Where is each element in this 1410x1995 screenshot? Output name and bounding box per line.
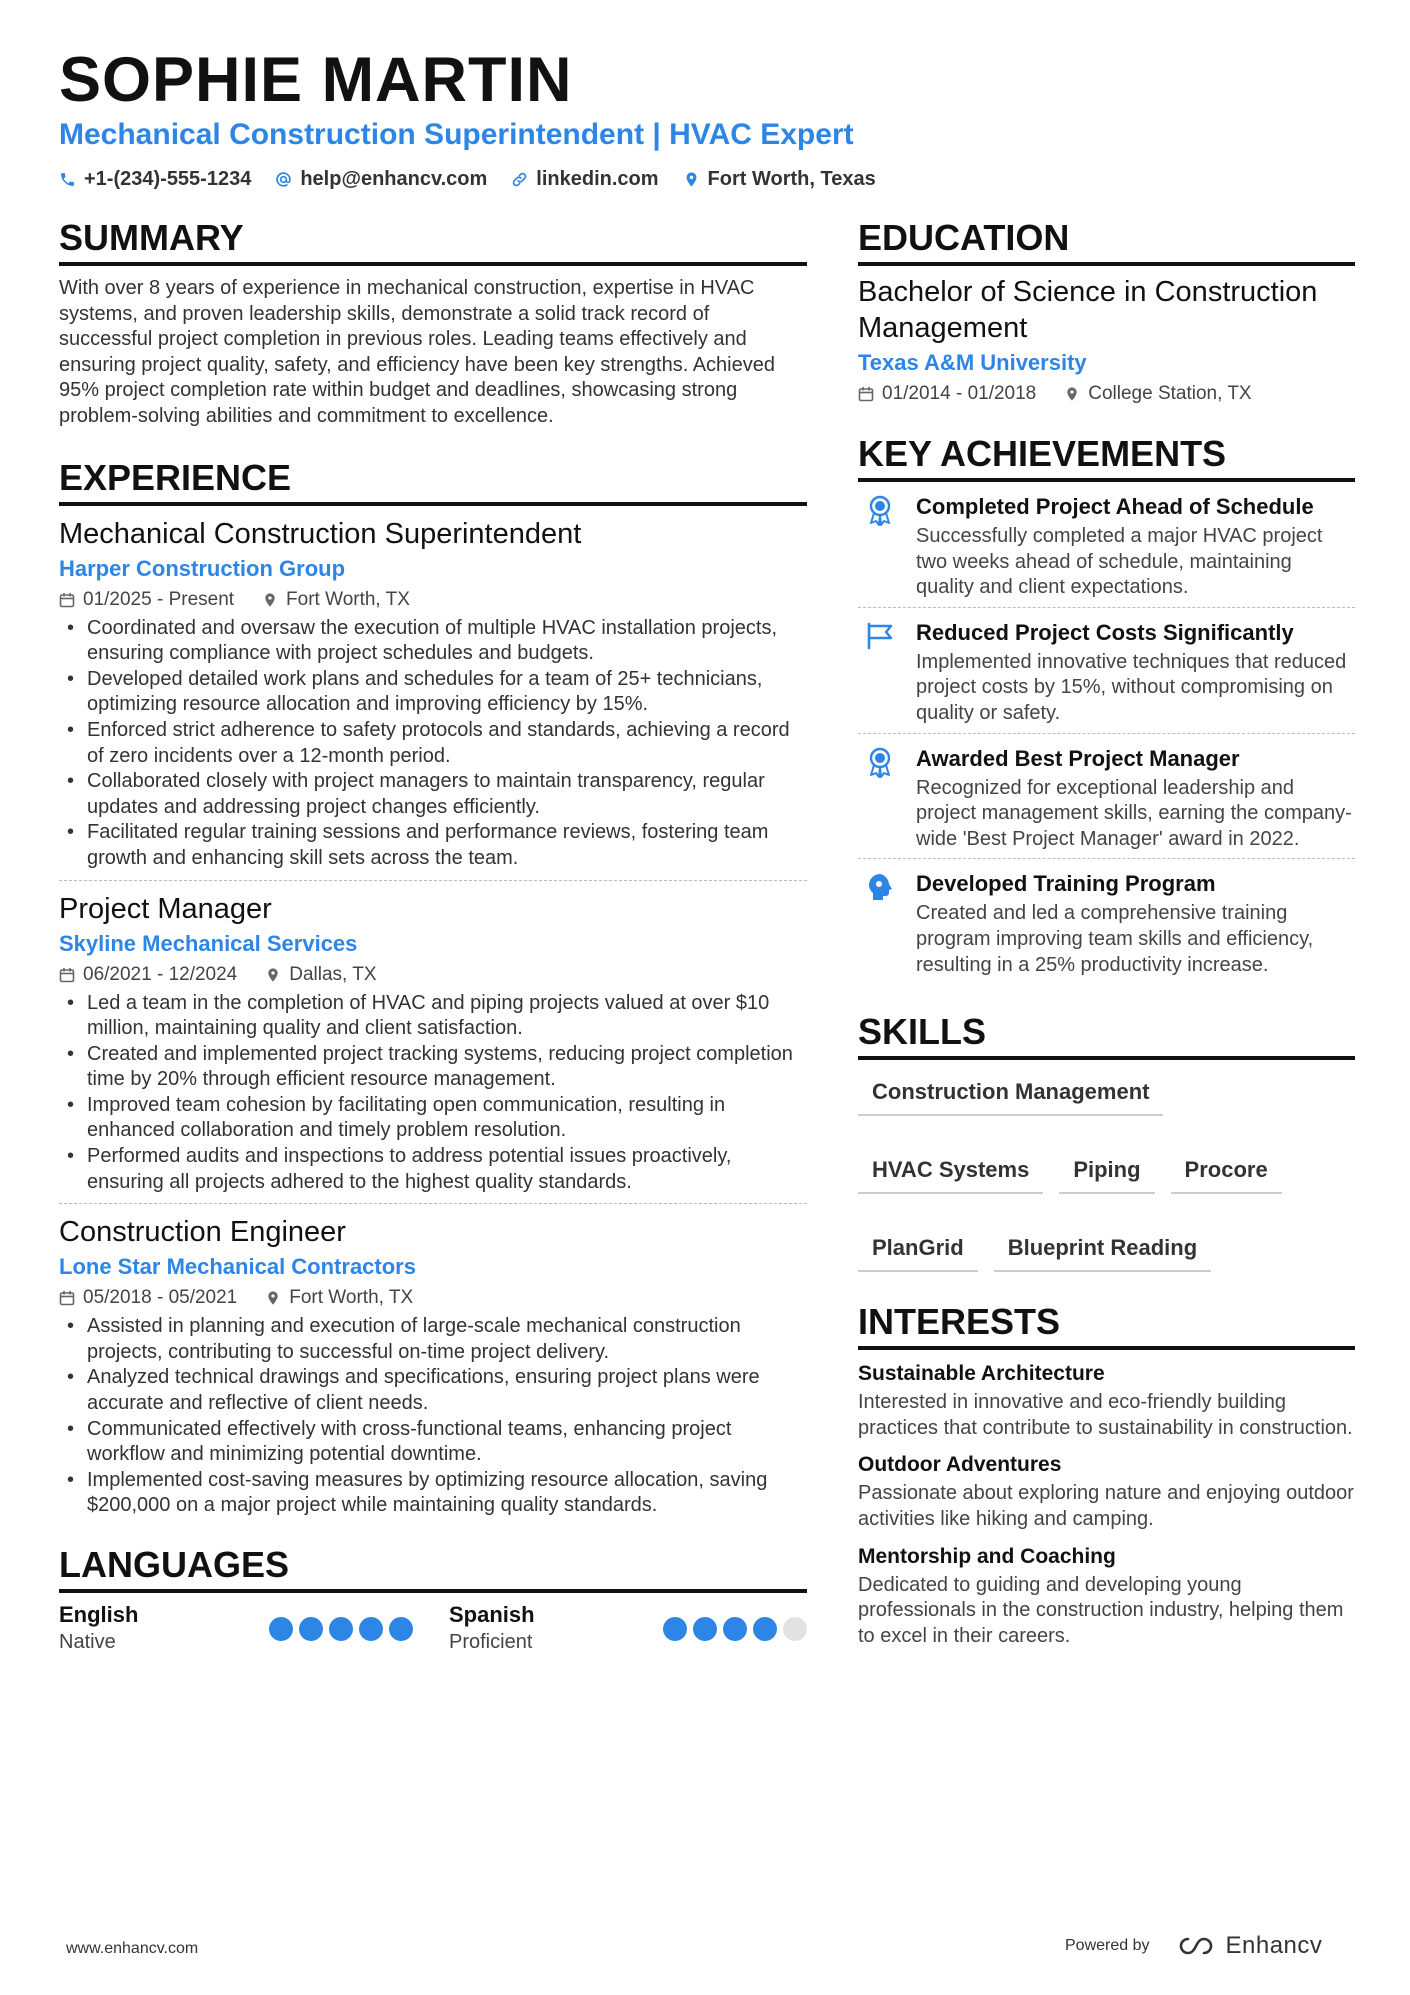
skills-section — [858, 1010, 1355, 1272]
skill-tag: Blueprint Reading — [994, 1226, 1211, 1272]
job-bullet: • Implemented cost-saving measures by optimizing resource allocation, saving $200,000 on a major project while maintaining quality standards. — [59, 1468, 807, 1519]
job-dates — [59, 588, 234, 612]
footer-website[interactable]: www.enhancv.com — [66, 1940, 199, 1957]
skill-tag: HVAC Systems — [858, 1148, 1043, 1194]
job-entry — [59, 506, 807, 881]
job-dates — [59, 1286, 237, 1310]
skill-tag: PlanGrid — [858, 1226, 978, 1272]
education-school: Texas A&M University — [858, 350, 1087, 375]
language-rating — [663, 1617, 807, 1641]
achievement-desc: Successfully completed a major HVAC project two weeks ahead of schedule, maintaining quality and client expectations. — [916, 525, 1323, 599]
job-bullet: • Coordinated and oversaw the execution of multiple HVAC installation projects, ensuring compliance with project schedules and budgets. — [59, 616, 807, 667]
achievements-title: KEY ACHIEVEMENTS — [858, 432, 1355, 482]
language-level: Proficient — [449, 1631, 533, 1653]
job-location — [262, 588, 410, 612]
job-bullet: • Communicated effectively with cross-functional teams, enhancing project workflow and minimizing potential downtime. — [59, 1417, 807, 1468]
job-company: Harper Construction Group — [59, 555, 346, 581]
award-icon — [858, 492, 902, 601]
job-location — [265, 963, 376, 987]
skills-list — [858, 1070, 1355, 1272]
contact-bar — [59, 168, 876, 191]
achievement-body — [916, 618, 1355, 727]
achievement-body — [916, 744, 1355, 853]
interest-desc: Interested in innovative and eco-friendly building practices that contribute to sustainability in construction. — [858, 1391, 1353, 1439]
job-location-text: Dallas, TX — [289, 963, 377, 985]
achievement-body — [916, 869, 1355, 978]
summary-title: SUMMARY — [59, 216, 807, 266]
achievement-item — [858, 482, 1355, 608]
job-bullet: • Led a team in the completion of HVAC and piping projects valued at over $10 million, maintaining quality and client satisfaction. — [59, 991, 807, 1042]
interests-title: INTERESTS — [858, 1300, 1355, 1350]
skill-tag: Piping — [1059, 1148, 1154, 1194]
job-bullet: • Improved team cohesion by facilitating open communication, resulting in enhanced collaboration and timely problem resolution. — [59, 1093, 807, 1144]
achievement-item — [858, 734, 1355, 860]
interest-title: Outdoor Adventures — [858, 1453, 1062, 1477]
job-dates — [59, 963, 237, 987]
achievement-desc: Created and led a comprehensive training program improving team skills and efficiency, resulting in a 25% productivity increase. — [916, 902, 1314, 976]
education-section — [858, 216, 1355, 406]
enhancv-logo-icon — [1174, 1933, 1218, 1959]
language-item — [59, 1601, 433, 1655]
education-location-text: College Station, TX — [1088, 383, 1252, 404]
education-title: EDUCATION — [858, 216, 1355, 266]
rating-dot-filled — [329, 1617, 353, 1641]
contact-email[interactable] — [275, 168, 487, 191]
linkedin-text: linkedin.com — [536, 168, 659, 190]
at-icon — [275, 171, 292, 188]
education-meta — [858, 382, 1355, 406]
interests-section — [858, 1300, 1355, 1649]
contact-phone[interactable] — [59, 168, 251, 191]
summary-text: With over 8 years of experience in mechanical construction, expertise in HVAC systems, and proven leadership skills, demonstrate a solid track record of successful project completion in previous roles. Leading teams effectively and ensuring project quality, safety, and efficiency have been key strengths. Achieved 95% project completion rate within budget and deadlines, showcasing strong problem-solving abilities and commitment to excellence. — [59, 277, 775, 427]
language-info — [59, 1601, 138, 1655]
job-bullet: • Assisted in planning and execution of large-scale mechanical construction projects, contributing to successful on-time project delivery. — [59, 1314, 807, 1365]
interest-desc: Dedicated to guiding and developing young professionals in the construction industry, helping them to excel in their careers. — [858, 1573, 1344, 1647]
rating-dot-filled — [359, 1617, 383, 1641]
powered-by-text: Powered by — [1065, 1937, 1150, 1954]
job-bullet: • Collaborated closely with project managers to maintain transparency, regular updates and addressing project changes efficiently. — [59, 769, 807, 820]
job-bullets — [59, 1314, 807, 1519]
left-column — [59, 216, 807, 1655]
interest-title: Sustainable Architecture — [858, 1362, 1105, 1386]
calendar-icon — [858, 386, 874, 402]
job-title: Mechanical Construction Superintendent — [59, 517, 582, 550]
skill-tag: Procore — [1171, 1148, 1282, 1194]
job-company: Lone Star Mechanical Contractors — [59, 1254, 416, 1280]
achievements-section — [858, 432, 1355, 984]
job-location — [265, 1286, 413, 1310]
language-level: Native — [59, 1631, 116, 1653]
location-pin-icon — [1064, 386, 1080, 402]
head-icon — [858, 869, 902, 978]
contact-location — [683, 168, 876, 191]
achievement-item — [858, 859, 1355, 984]
job-dates-text: 05/2018 - 05/2021 — [83, 1287, 238, 1309]
job-bullets — [59, 616, 807, 872]
rating-dot-filled — [269, 1617, 293, 1641]
language-name: Spanish — [449, 1602, 535, 1627]
award-icon — [858, 744, 902, 853]
language-item — [433, 1601, 807, 1655]
languages-section — [59, 1543, 807, 1655]
achievement-body — [916, 492, 1355, 601]
location-pin-icon — [265, 967, 281, 983]
job-meta — [59, 963, 807, 987]
job-title: Project Manager — [59, 892, 272, 925]
achievement-title: Reduced Project Costs Significantly — [916, 619, 1294, 645]
candidate-role: Mechanical Construction Superintendent | HVAC Expert — [59, 118, 854, 151]
achievement-desc: Implemented innovative techniques that reduced project costs by 15%, without compromising on quality or safety. — [916, 650, 1347, 724]
interest-desc: Passionate about exploring nature and enjoying outdoor activities like hiking and camping. — [858, 1482, 1354, 1530]
candidate-name: SOPHIE MARTIN — [59, 45, 573, 115]
job-entry — [59, 1204, 807, 1527]
job-meta — [59, 1286, 807, 1310]
location-pin-icon — [683, 171, 700, 188]
right-column — [858, 216, 1355, 1649]
job-dates-text: 06/2021 - 12/2024 — [83, 963, 238, 985]
calendar-icon — [59, 967, 75, 983]
job-entry — [59, 881, 807, 1205]
job-meta — [59, 588, 807, 612]
education-dates — [858, 382, 1036, 406]
experience-title: EXPERIENCE — [59, 456, 807, 506]
job-bullet: • Developed detailed work plans and schedules for a team of 25+ technicians, optimizing resource allocation and improving efficiency by 15%. — [59, 667, 807, 718]
job-bullet: • Created and implemented project tracking systems, reducing project completion time by 20% through efficient resource management. — [59, 1042, 807, 1093]
job-bullets — [59, 991, 807, 1196]
achievement-item — [858, 608, 1355, 734]
achievement-title: Awarded Best Project Manager — [916, 745, 1240, 771]
job-location-text: Fort Worth, TX — [289, 1287, 414, 1309]
link-icon — [511, 171, 528, 188]
rating-dot-filled — [663, 1617, 687, 1641]
brand-logo[interactable] — [1174, 1932, 1323, 1960]
job-company: Skyline Mechanical Services — [59, 930, 358, 956]
rating-dot-filled — [753, 1617, 777, 1641]
language-info — [449, 1601, 535, 1655]
job-bullet: • Facilitated regular training sessions and performance reviews, fostering team growth and enhancing skill sets across the team. — [59, 820, 807, 871]
rating-dot-empty — [783, 1617, 807, 1641]
skill-tag: Construction Management — [858, 1070, 1163, 1116]
email-text: help@enhancv.com — [300, 168, 488, 190]
achievement-title: Developed Training Program — [916, 871, 1216, 897]
achievement-desc: Recognized for exceptional leadership and project management skills, earning the company-wide 'Best Project Manager' award in 2022. — [916, 776, 1352, 850]
languages-list — [59, 1601, 807, 1655]
rating-dot-filled — [723, 1617, 747, 1641]
location-pin-icon — [265, 1290, 281, 1306]
achievement-title: Completed Project Ahead of Schedule — [916, 494, 1314, 519]
calendar-icon — [59, 592, 75, 608]
education-dates-text: 01/2014 - 01/2018 — [882, 383, 1037, 404]
languages-title: LANGUAGES — [59, 1543, 807, 1593]
job-bullet: • Analyzed technical drawings and specifications, ensuring project plans were accurate and reflective of client needs. — [59, 1365, 807, 1416]
job-location-text: Fort Worth, TX — [286, 588, 410, 610]
phone-text: +1-(234)-555-1234 — [84, 168, 252, 190]
location-text: Fort Worth, Texas — [707, 168, 876, 190]
experience-section — [59, 456, 807, 1527]
summary-section — [59, 216, 807, 430]
brand-name: Enhancv — [1225, 1932, 1323, 1959]
flag-icon — [858, 618, 902, 727]
rating-dot-filled — [299, 1617, 323, 1641]
interest-title: Mentorship and Coaching — [858, 1544, 1116, 1568]
education-location — [1064, 382, 1251, 406]
job-bullet: • Enforced strict adherence to safety protocols and standards, achieving a record of zero incidents over a 12-month period. — [59, 718, 807, 769]
education-degree: Bachelor of Science in Construction Management — [858, 276, 1318, 344]
language-name: English — [59, 1602, 139, 1627]
skills-title: SKILLS — [858, 1010, 1355, 1060]
job-bullet: • Performed audits and inspections to address potential issues proactively, ensuring all projects adhered to the highest quality standards. — [59, 1144, 807, 1195]
language-rating — [269, 1617, 413, 1641]
location-pin-icon — [262, 592, 278, 608]
contact-linkedin[interactable] — [511, 168, 658, 191]
footer-branding — [1065, 1932, 1322, 1960]
phone-icon — [59, 171, 76, 188]
rating-dot-filled — [693, 1617, 717, 1641]
job-title: Construction Engineer — [59, 1216, 346, 1249]
calendar-icon — [59, 1290, 75, 1306]
rating-dot-filled — [389, 1617, 413, 1641]
job-dates-text: 01/2025 - Present — [83, 588, 235, 610]
